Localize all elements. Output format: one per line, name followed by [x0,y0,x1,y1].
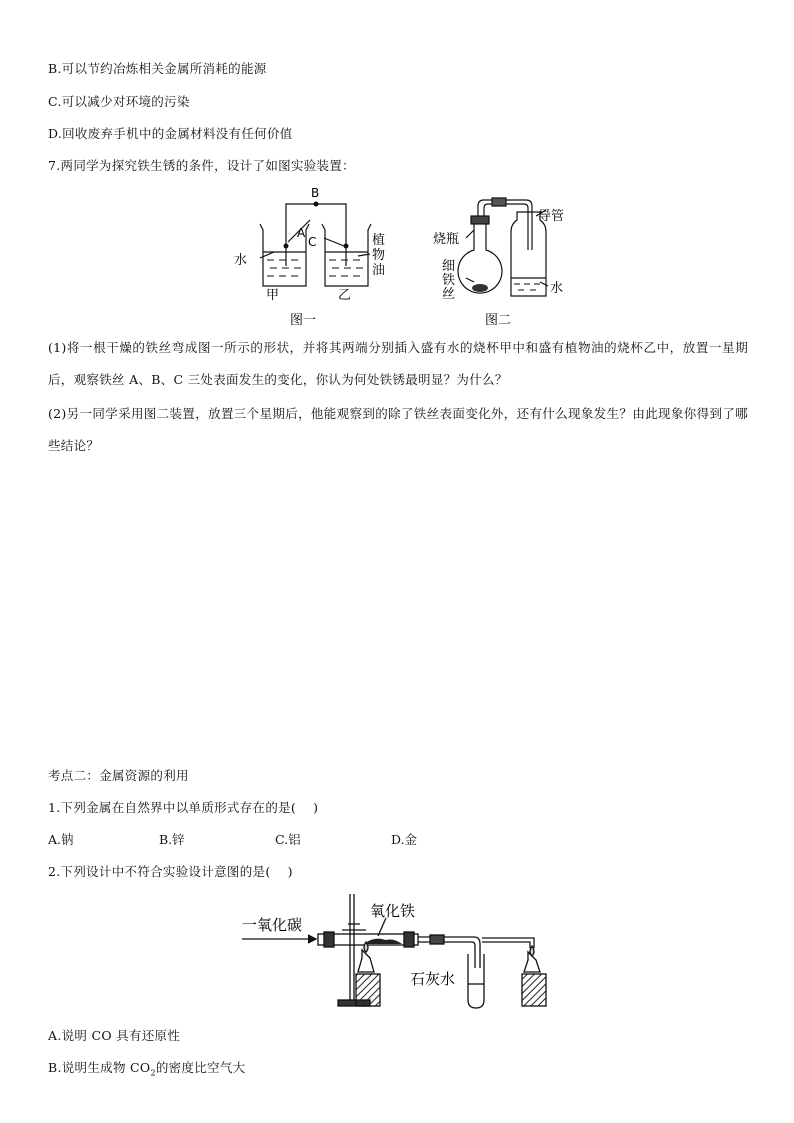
q2-option-b-pre: B.说明生成物 CO [48,1060,151,1075]
label-co: 一氧化碳 [242,916,303,934]
label-water: 水 [234,253,248,268]
q1-option-d: D.金 [391,832,418,847]
label-b: B [311,186,320,200]
label-a: A [297,226,306,240]
label-wire-2: 铁 [442,273,456,288]
caption-figure-1: 图一 [290,313,317,328]
label-oil-2: 物 [372,248,386,263]
label-c: C [308,235,317,249]
label-wire-1: 细 [442,259,456,274]
option-c: C.可以减少对环境的污染 [48,94,190,109]
q2-option-b [48,1058,245,1078]
label-yi: 乙 [338,288,352,303]
q2-option-b-subscript: 2 [150,1068,156,1078]
figure-co-reduction-apparatus [238,888,568,1018]
label-jia: 甲 [266,288,280,303]
section-title: 考点二：金属资源的利用 [48,768,189,783]
label-iron-oxide: 氧化铁 [370,902,416,920]
figure-iron-rust-apparatus [230,182,570,332]
q1-option-c: C.铝 [275,832,301,847]
label-wire-3: 丝 [442,287,456,302]
label-oil-1: 植 [372,233,386,248]
label-oil-3: 油 [372,263,386,278]
label-tube: 导管 [538,209,565,224]
option-d: D.回收废弃手机中的金属材料没有任何价值 [48,126,293,141]
caption-figure-2: 图二 [485,313,512,328]
q1-option-b: B.锌 [159,832,185,847]
question-2: 2.下列设计中不符合实验设计意图的是( ) [48,864,293,879]
figure-2 [458,198,548,296]
label-fig2-water: 水 [550,281,564,296]
label-flask: 烧瓶 [433,232,460,247]
question-7-part-1: (1)将一根干燥的铁丝弯成图一所示的形状，并将其两端分别插入盛有水的烧杯甲中和盛有植物油的烧杯乙中，放置一星期后，观察铁丝 A、B、C 三处表面发生的变化，你认为何处铁锈最明显？为什么？ [48,340,748,387]
q2-option-a: A.说明 CO 具有还原性 [48,1028,181,1043]
q2-option-b-post: 的密度比空气大 [155,1060,246,1075]
option-b: B.可以节约冶炼相关金属所消耗的能源 [48,61,267,76]
question-1: 1.下列金属在自然界中以单质形式存在的是( ) [48,800,319,815]
question-7: 7.两同学为探究铁生锈的条件，设计了如图实验装置： [48,158,355,173]
question-7-part-2: (2)另一同学采用图二装置，放置三个星期后，他能观察到的除了铁丝表面变化外，还有什么现象发生？由此现象你得到了哪些结论？ [48,406,748,453]
q1-option-a: A.钠 [48,832,74,847]
label-limewater: 石灰水 [410,970,456,988]
